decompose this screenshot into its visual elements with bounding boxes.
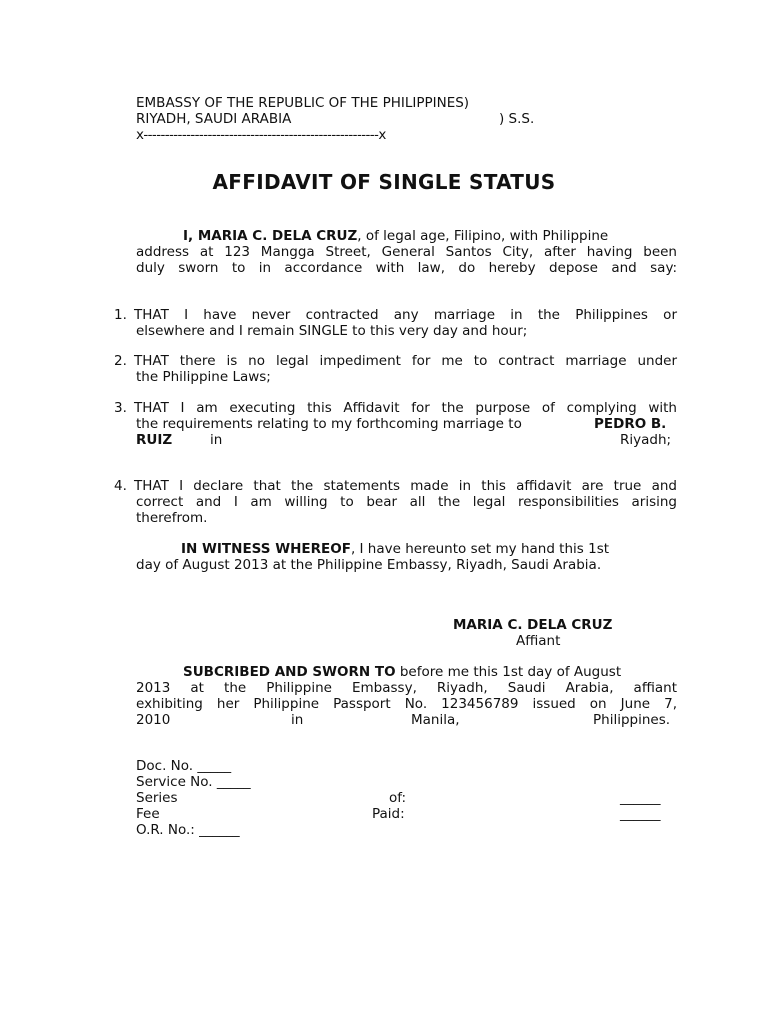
item-number: 1.	[114, 307, 127, 323]
fee-blank: ______	[620, 806, 661, 822]
jurat-line-2: 2013 at the Philippine Embassy, Riyadh, Saudi Arabia, affiant	[136, 680, 677, 696]
witness-heading: IN WITNESS WHEREOF	[181, 541, 351, 557]
item-4-line-1: THAT I declare that the statements made in this affidavit are true and	[134, 478, 677, 494]
fee-label: Fee	[136, 806, 160, 822]
jurat-line-4-year: 2010	[136, 712, 171, 728]
groom-name-part-1: PEDRO B.	[594, 416, 667, 432]
item-3-place: Riyadh;	[620, 432, 672, 448]
item-2-line-1: THAT there is no legal impediment for me to contract marriage under	[134, 353, 677, 369]
item-2-line-2: the Philippine Laws;	[136, 369, 271, 385]
intro-line-1-rest: , of legal age, Filipino, with Philippine	[357, 228, 609, 244]
item-number: 2.	[114, 353, 127, 369]
groom-name-part-2: RUIZ	[136, 432, 173, 448]
fee-paid-label: Paid:	[372, 806, 405, 822]
location-header-line: RIYADH, SAUDI ARABIA	[136, 111, 292, 127]
affiant-signature-name: MARIA C. DELA CRUZ	[453, 617, 613, 633]
jurat-line-3: exhibiting her Philippine Passport No. 123456789 issued on June 7,	[136, 696, 677, 712]
jurat-line-4-country: Philippines.	[593, 712, 671, 728]
item-number: 3.	[114, 400, 127, 416]
item-1-line-1: THAT I have never contracted any marriage in the Philippines or	[134, 307, 677, 323]
doc-no-field: Doc. No. _____	[136, 758, 232, 774]
or-no-field: O.R. No.: ______	[136, 822, 240, 838]
document-title: AFFIDAVIT OF SINGLE STATUS	[212, 170, 556, 194]
affiant-role: Affiant	[516, 633, 561, 649]
witness-line-2: day of August 2013 at the Philippine Embassy, Riyadh, Saudi Arabia.	[136, 557, 602, 573]
item-4-line-2: correct and I am willing to bear all the legal responsibilities arising	[136, 494, 677, 510]
series-blank: ______	[620, 790, 661, 806]
item-3-line-2: the requirements relating to my forthcoming marriage to	[136, 416, 522, 432]
embassy-header-line: EMBASSY OF THE REPUBLIC OF THE PHILIPPINES)	[136, 95, 470, 111]
item-4-line-3: therefrom.	[136, 510, 208, 526]
intro-line-1	[183, 228, 608, 244]
jurat-line-4-in: in	[291, 712, 304, 728]
jurat-line-1-rest: before me this 1st day of August	[395, 664, 622, 680]
series-label: Series	[136, 790, 178, 806]
affiant-name-intro: I, MARIA C. DELA CRUZ	[183, 228, 358, 244]
intro-line-3: duly sworn to in accordance with law, do hereby depose and say:	[136, 260, 677, 276]
item-number: 4.	[114, 478, 127, 494]
series-of-label: of:	[389, 790, 407, 806]
jurat-heading: SUBCRIBED AND SWORN TO	[183, 664, 396, 680]
jurat-line-1	[183, 664, 621, 680]
jurat-line-4-city: Manila,	[411, 712, 460, 728]
witness-line-1-rest: , I have hereunto set my hand this 1st	[350, 541, 610, 557]
header-divider: x-------------------------------------------------------x	[136, 127, 386, 143]
item-1-line-2: elsewhere and I remain SINGLE to this very day and hour;	[136, 323, 528, 339]
witness-line-1	[181, 541, 609, 557]
item-3-line-1: THAT I am executing this Affidavit for the purpose of complying with	[134, 400, 677, 416]
ss-marker: ) S.S.	[499, 111, 535, 127]
service-no-field: Service No. _____	[136, 774, 251, 790]
intro-line-2: address at 123 Mangga Street, General Santos City, after having been	[136, 244, 677, 260]
item-3-in: in	[210, 432, 223, 448]
